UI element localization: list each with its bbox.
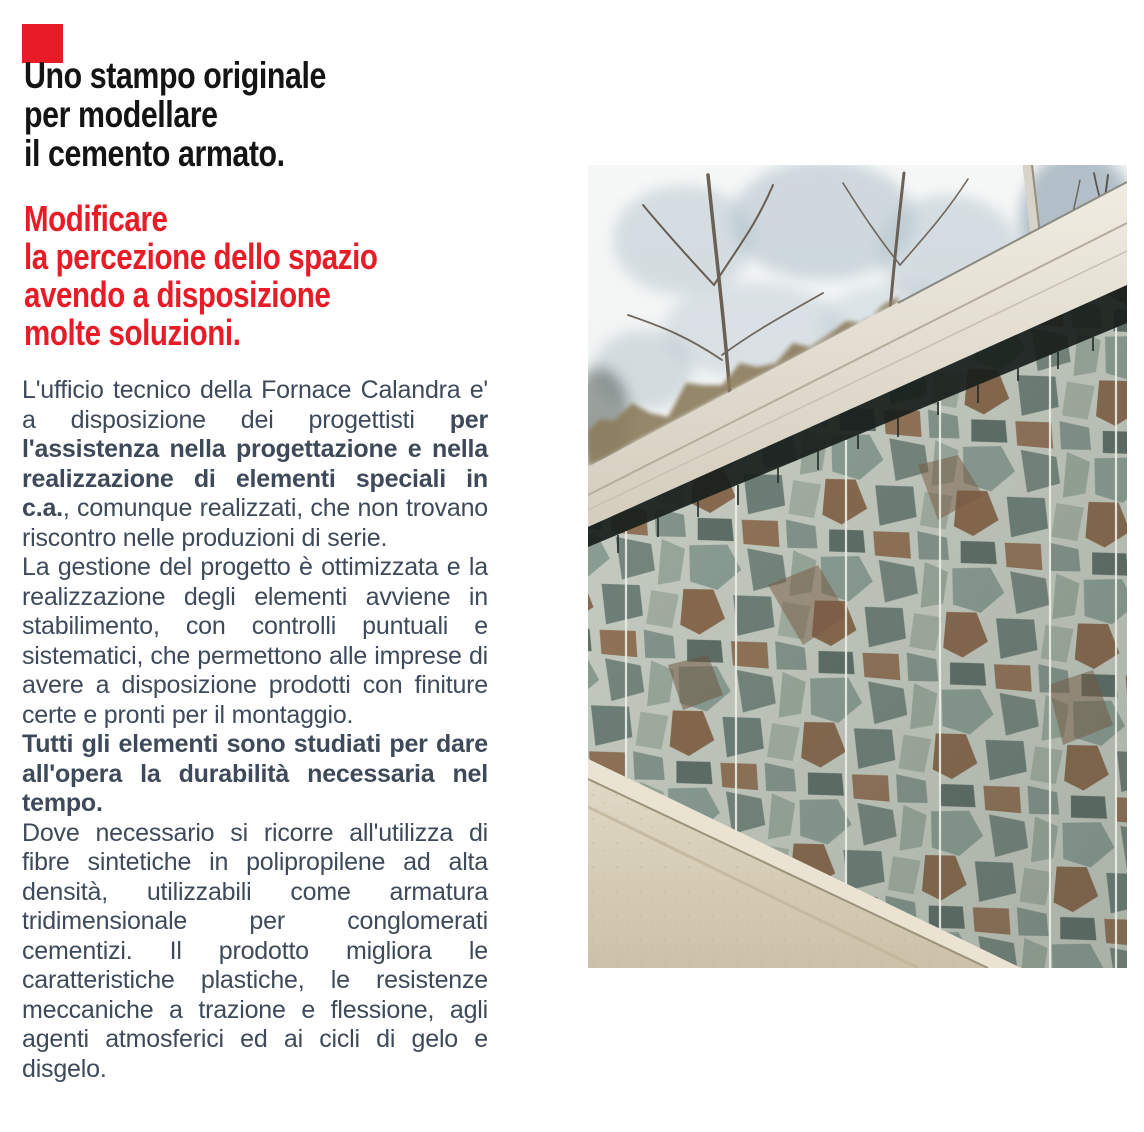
body-paragraph: Tutti gli elementi sono studiati per dare all'opera la durabilità necessaria nel tempo.: [22, 730, 488, 817]
section-subtitle-line: avendo a disposizione: [24, 274, 331, 315]
page-title-line: il cemento armato.: [24, 133, 285, 174]
section-subtitle-line: la percezione dello spazio: [24, 236, 378, 277]
page-title-line: Uno stampo originale: [24, 55, 326, 96]
stone-wall-photo: [588, 165, 1127, 968]
section-subtitle-line: Modificare: [24, 198, 168, 239]
page-title-line: per modellare: [24, 94, 218, 135]
body-copy: [22, 376, 488, 1084]
body-paragraph: La gestione del progetto è ottimizzata e la realizzazione degli elementi avviene in stabilimento, con controlli puntuali e sistematici, che permettono alle imprese di avere a disposizione prodotti con finiture certe e pronti per il montaggio.: [22, 553, 488, 729]
section-subtitle-line: molte soluzioni.: [24, 312, 241, 353]
section-subtitle: [24, 200, 455, 352]
body-paragraph: Dove necessario si ricorre all'utilizza di fibre sintetiche in polipropilene ad alta densità, utilizzabili come armatura tridimensionale per conglomerati cementizi. Il prodotto migliora le caratteristiche plastiche, le resistenze meccaniche a trazione e flessione, agli agenti atmosferici ed ai cicli di gelo e disgelo.: [22, 818, 488, 1083]
page-title: [24, 56, 392, 173]
body-paragraph: L'ufficio tecnico della Fornace Calandra e' a disposizione dei progettisti per l'assistenza nella progettazione e nella realizzazione di elementi speciali in c.a., comunque realizzati, che non trovano riscontro nelle produzioni di serie.: [22, 376, 488, 552]
stone-wall-illustration: [588, 165, 1127, 968]
